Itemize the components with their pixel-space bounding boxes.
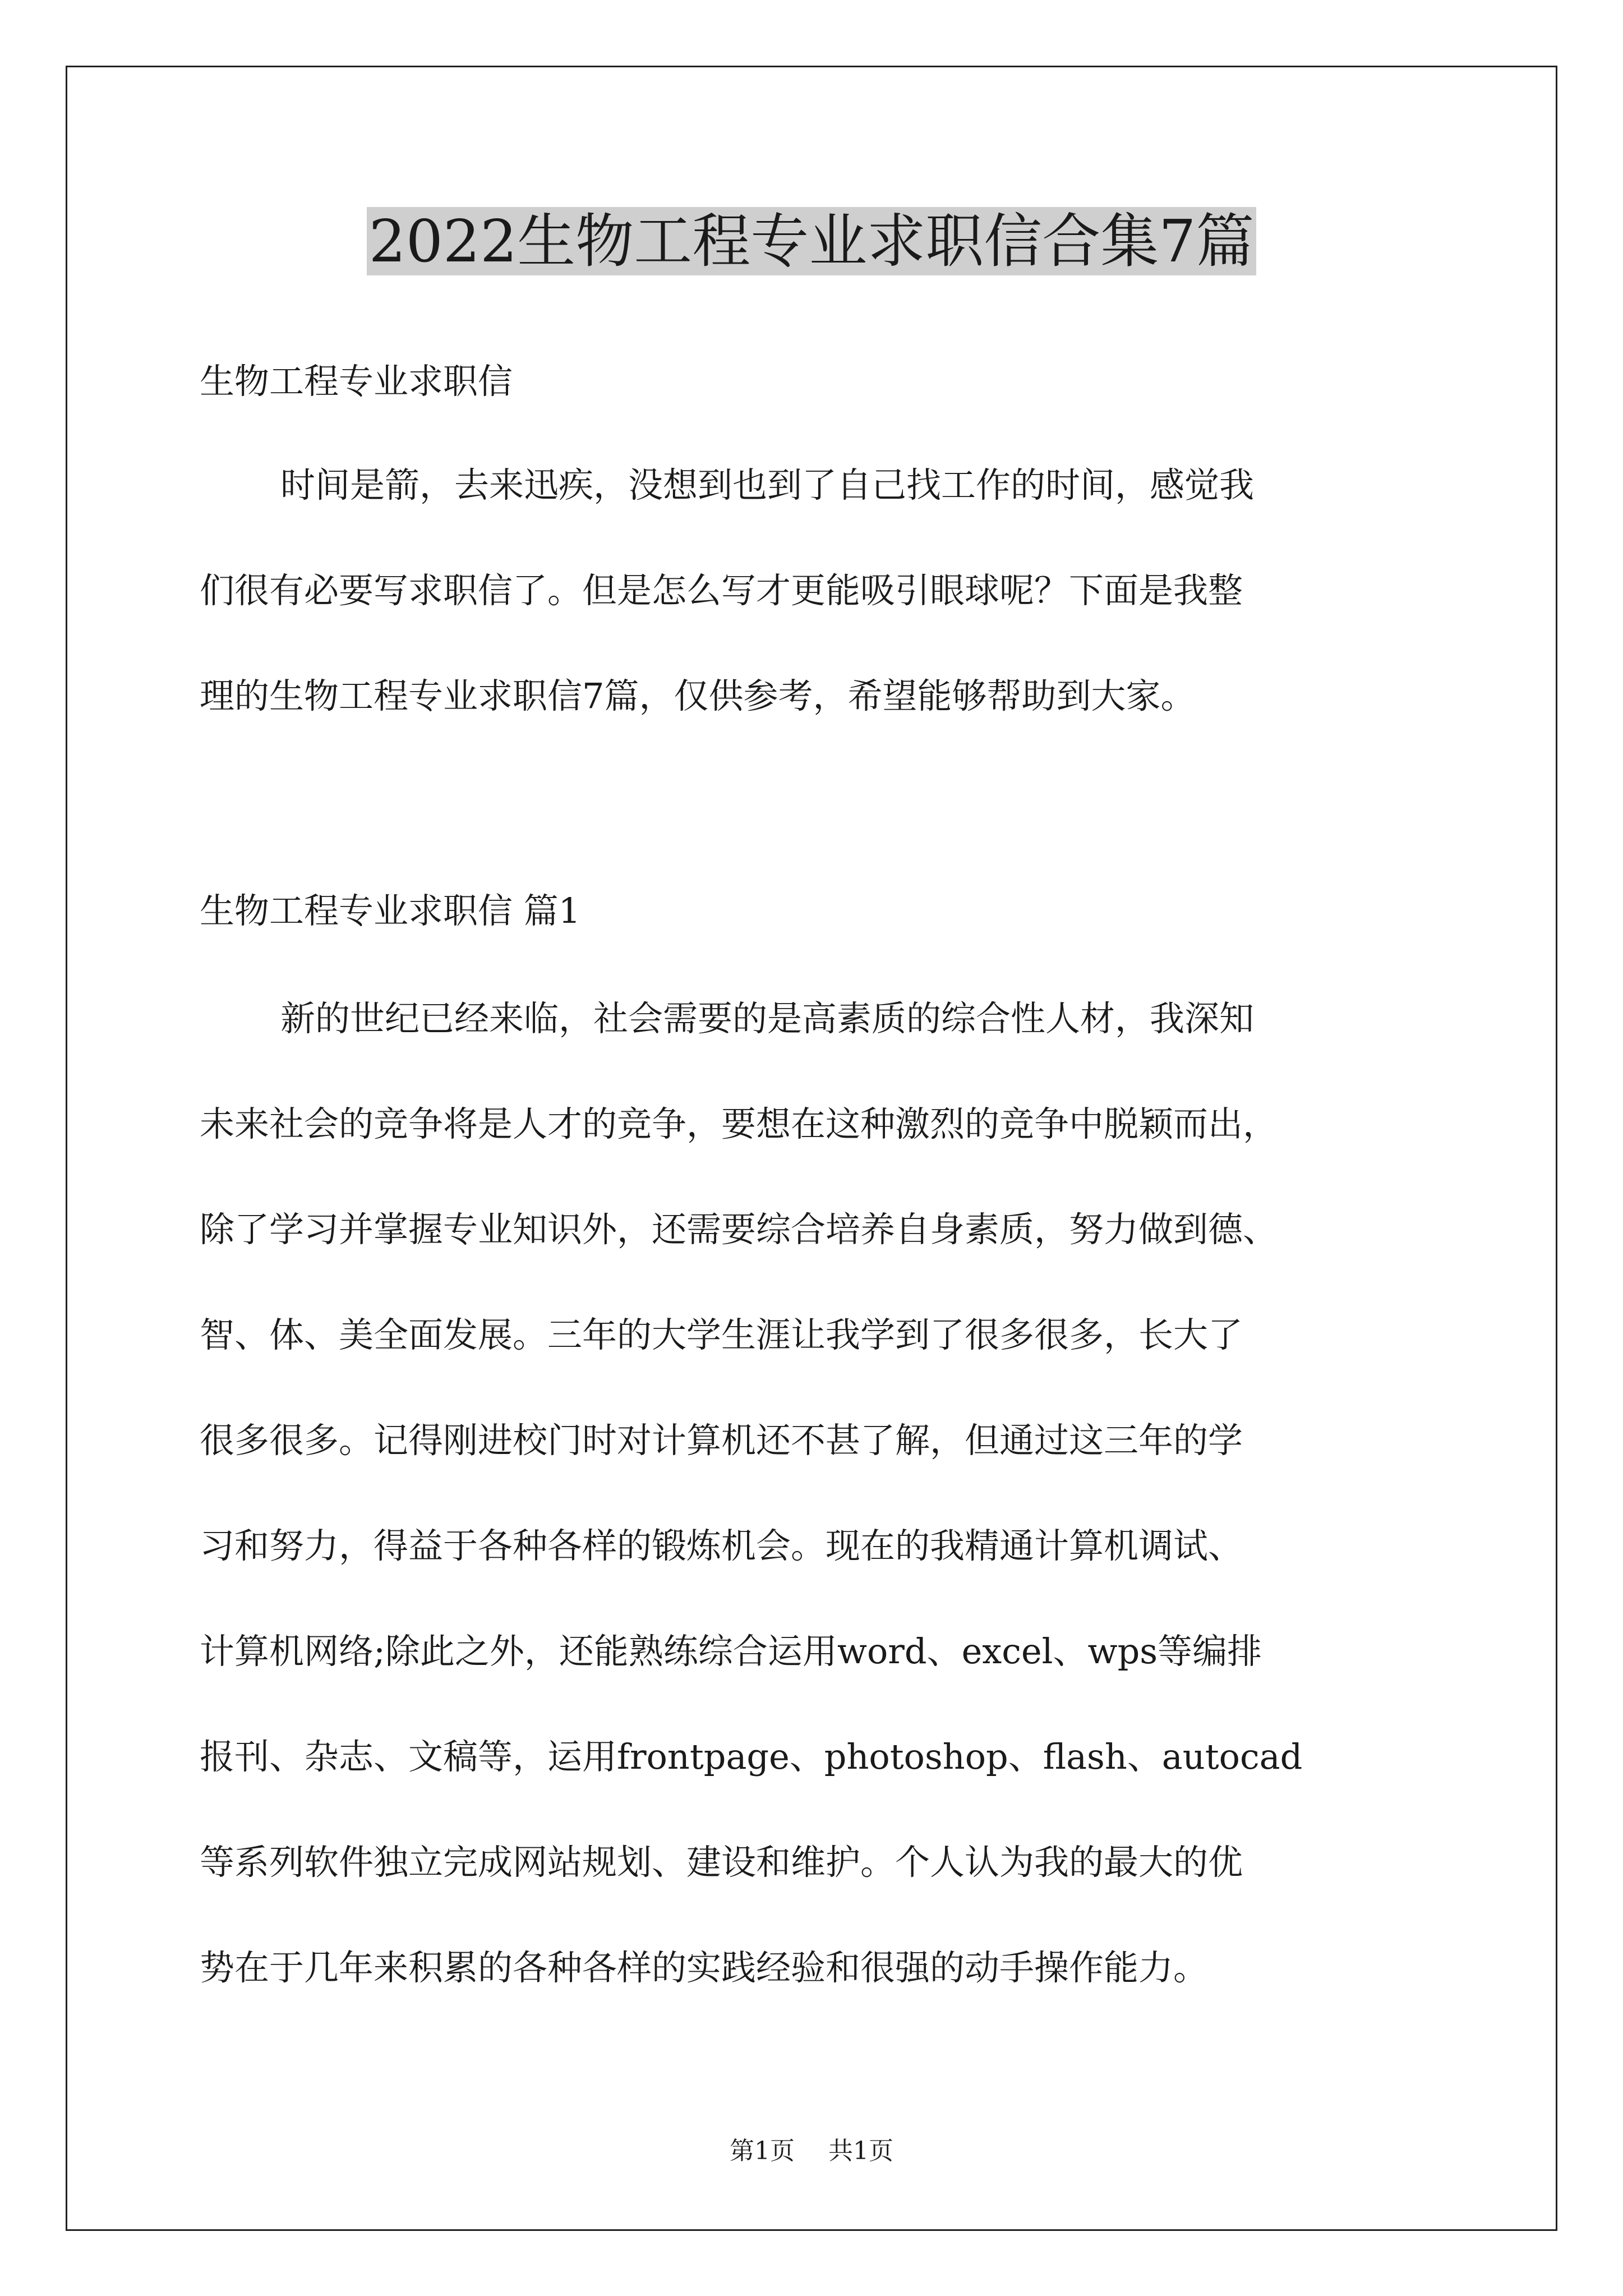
article-heading: 生物工程专业求职信 篇1 [200, 890, 581, 931]
article-line-8: 报刊、杂志、文稿等，运用frontpage、photoshop、flash、autocad [200, 1736, 1303, 1777]
article-line-2: 未来社会的竞争将是人才的竞争，要想在这种激烈的竞争中脱颖而出， [200, 1103, 1278, 1144]
intro-line-1: 时间是箭，去来迅疾，没想到也到了自己找工作的时间，感觉我 [280, 464, 1255, 505]
article-line-4: 智、体、美全面发展。三年的大学生涯让我学到了很多很多，长大了 [200, 1314, 1243, 1355]
document-title-text: 2022生物工程专业求职信合集7篇 [367, 207, 1257, 275]
page-footer [0, 2134, 1623, 2168]
article-line-3: 除了学习并掌握专业知识外，还需要综合培养自身素质，努力做到德、 [200, 1209, 1278, 1250]
intro-line-3: 理的生物工程专业求职信7篇，仅供参考，希望能够帮助到大家。 [200, 675, 1196, 716]
article-line-10: 势在于几年来积累的各种各样的实践经验和很强的动手操作能力。 [200, 1947, 1209, 1988]
intro-line-2: 们很有必要写求职信了。但是怎么写才更能吸引眼球呢？下面是我整 [200, 570, 1243, 611]
article-line-9: 等系列软件独立完成网站规划、建设和维护。个人认为我的最大的优 [200, 1842, 1243, 1883]
document-title [0, 202, 1623, 280]
article-line-6: 习和努力，得益于各种各样的锻炼机会。现在的我精通计算机调试、 [200, 1525, 1243, 1566]
article-line-7: 计算机网络;除此之外，还能熟练综合运用word、excel、wps等编排 [200, 1631, 1262, 1672]
article-line-1: 新的世纪已经来临，社会需要的是高素质的综合性人材，我深知 [280, 998, 1255, 1039]
article-line-5: 很多很多。记得刚进校门时对计算机还不甚了解，但通过这三年的学 [200, 1420, 1243, 1461]
page-number: 第1页 [730, 2137, 795, 2165]
section-heading: 生物工程专业求职信 [200, 361, 513, 402]
page-total: 共1页 [828, 2137, 893, 2165]
